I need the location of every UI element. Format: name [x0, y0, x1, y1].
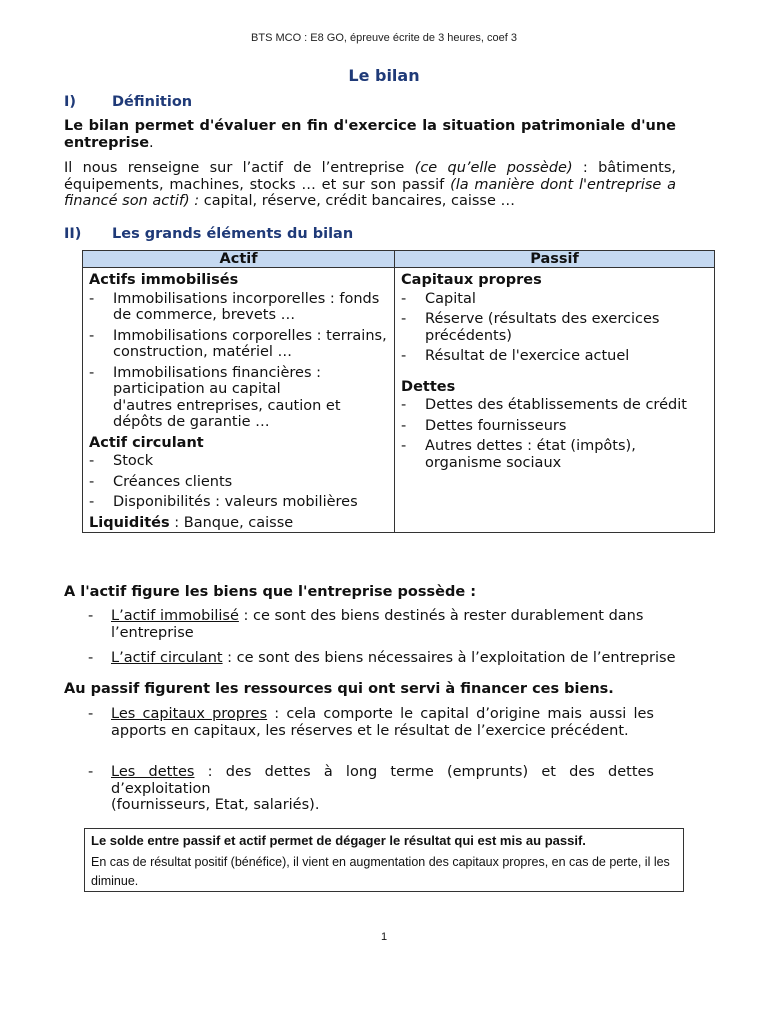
list-item: - Les dettes : des dettes à long terme (emprunts) et des dettes d’exploitation (fournisseurs, Etat, salariés).: [88, 764, 654, 813]
bilan-table: [82, 250, 715, 533]
term-actif-circulant: L’actif circulant: [111, 650, 223, 666]
definition-lead: [64, 118, 676, 151]
note-box-body: En cas de résultat positif (bénéfice), il vient en augmentation des capitaux propres, en cas de perte, il les diminue.: [91, 855, 670, 888]
list-item: [401, 348, 708, 365]
list-item-text: Stock: [113, 453, 154, 469]
capitaux-propres-title: Capitaux propres: [401, 272, 542, 288]
section-2-heading: [64, 226, 353, 242]
note-box: [84, 828, 684, 892]
dettes-list: [401, 397, 708, 471]
list-item-text: Immobilisations corporelles : terrains, construction, matériel …: [113, 327, 387, 360]
liquidites-text: : Banque, caisse: [169, 514, 294, 531]
term-actif-immobilise: L’actif immobilisé: [111, 608, 239, 624]
list-item: [89, 453, 388, 470]
list-item: - L’actif circulant : ce sont des biens nécessaires à l’exploitation de l’entreprise: [88, 650, 676, 666]
page-title: Le bilan: [348, 66, 420, 85]
passif-section-heading: Au passif figurent les ressources qui ont servi à financer ces biens.: [64, 681, 614, 697]
section-2-title: Les grands éléments du bilan: [112, 226, 354, 242]
definition-text: : cela comporte le capital d’origine mais aussi les apports en capitaux, les réserves et le résultat de l’exercice précédent.: [111, 706, 654, 739]
definition-body-a-italic: (ce qu’elle possède): [414, 160, 573, 176]
section-1-number: I): [64, 94, 77, 110]
term-capitaux-propres: Les capitaux propres: [111, 706, 268, 722]
actifs-immobilises-title: Actifs immobilisés: [89, 272, 239, 288]
section-1-title: Définition: [112, 94, 193, 110]
list-item-text: Dettes fournisseurs: [425, 417, 567, 434]
page-header: BTS MCO : E8 GO, épreuve écrite de 3 heures, coef 3: [251, 32, 517, 44]
col-header-passif: Passif: [395, 251, 715, 268]
list-item-text: Dettes des établissements de crédit: [425, 397, 687, 413]
definition-lead-text: Le bilan permet d'évaluer en fin d'exercice la situation patrimoniale d'une entreprise: [64, 118, 676, 151]
passif-cell: [395, 268, 715, 533]
list-item: [89, 474, 388, 491]
list-item: - Les capitaux propres : cela comporte le capital d’origine mais aussi les apports en capitaux, les réserves et le résultat de l’exercice précédent.: [88, 706, 654, 739]
list-item: - L’actif immobilisé : ce sont des biens destinés à rester durablement dans l’entreprise: [88, 608, 644, 641]
list-item-text: Immobilisations financières : participation au capital d'autres entreprises, caution et dépôts de garantie …: [113, 364, 341, 430]
list-item-text: Autres dettes : état (impôts), organisme sociaux: [425, 438, 636, 471]
list-item-text: Réserve (résultats des exercices précédents): [425, 311, 660, 344]
definition-text: : ce sont des biens destinés à rester durablement dans l’entreprise: [111, 608, 644, 641]
list-item: [401, 291, 708, 308]
actif-cell: [83, 268, 395, 533]
list-item: [401, 311, 708, 344]
page-number: 1: [380, 931, 388, 943]
definition-body-a: Il nous renseigne sur l’actif de l’entreprise: [64, 160, 415, 176]
definition-text: : des dettes à long terme (emprunts) et des dettes d’exploitation (fournisseurs, Etat, salariés).: [111, 764, 654, 813]
definition-body-c: capital, réserve, crédit bancaires, caisse …: [199, 193, 516, 209]
list-item: [401, 397, 708, 414]
actif-section-heading: A l'actif figure les biens que l'entreprise possède :: [64, 584, 477, 600]
actif-circulant-title: Actif circulant: [89, 434, 204, 451]
list-item: [89, 365, 388, 431]
list-item: [89, 291, 388, 324]
list-item-text: Immobilisations incorporelles : fonds de commerce, brevets …: [113, 290, 380, 323]
definition-text: : ce sont des biens nécessaires à l’exploitation de l’entreprise: [222, 650, 676, 666]
liquidites-line: [89, 515, 388, 532]
section-1-heading: [64, 94, 192, 110]
capitaux-propres-list: [401, 291, 708, 365]
dettes-title: Dettes: [401, 378, 456, 395]
col-header-actif: Actif: [83, 251, 395, 268]
bilan-table-body-row: [83, 268, 715, 533]
list-item: [89, 494, 388, 511]
liquidites-label: Liquidités: [89, 514, 170, 531]
bilan-table-header-row: [83, 251, 715, 268]
section-2-number: II): [64, 226, 82, 242]
list-item-text: Disponibilités : valeurs mobilières: [113, 494, 358, 510]
term-dettes: Les dettes: [111, 764, 195, 780]
list-item-text: Résultat de l'exercice actuel: [425, 348, 630, 364]
list-item: [89, 328, 388, 361]
actifs-immobilises-list: [89, 291, 388, 431]
note-box-title: Le solde entre passif et actif permet de dégager le résultat qui est mis au passif.: [91, 833, 586, 848]
list-item-text: Créances clients: [113, 473, 233, 490]
list-item: [401, 438, 708, 471]
definition-body-b-italic: (la manière dont l'entreprise a financé son actif) :: [64, 176, 676, 209]
definition-body: [64, 160, 676, 210]
definition-lead-end: .: [149, 134, 154, 151]
list-item-text: Capital: [425, 290, 476, 307]
definition-body-b: : bâtiments, équipements, machines, stocks … et sur son passif: [64, 160, 676, 193]
list-item: [401, 418, 708, 435]
actif-circulant-list: [89, 453, 388, 511]
